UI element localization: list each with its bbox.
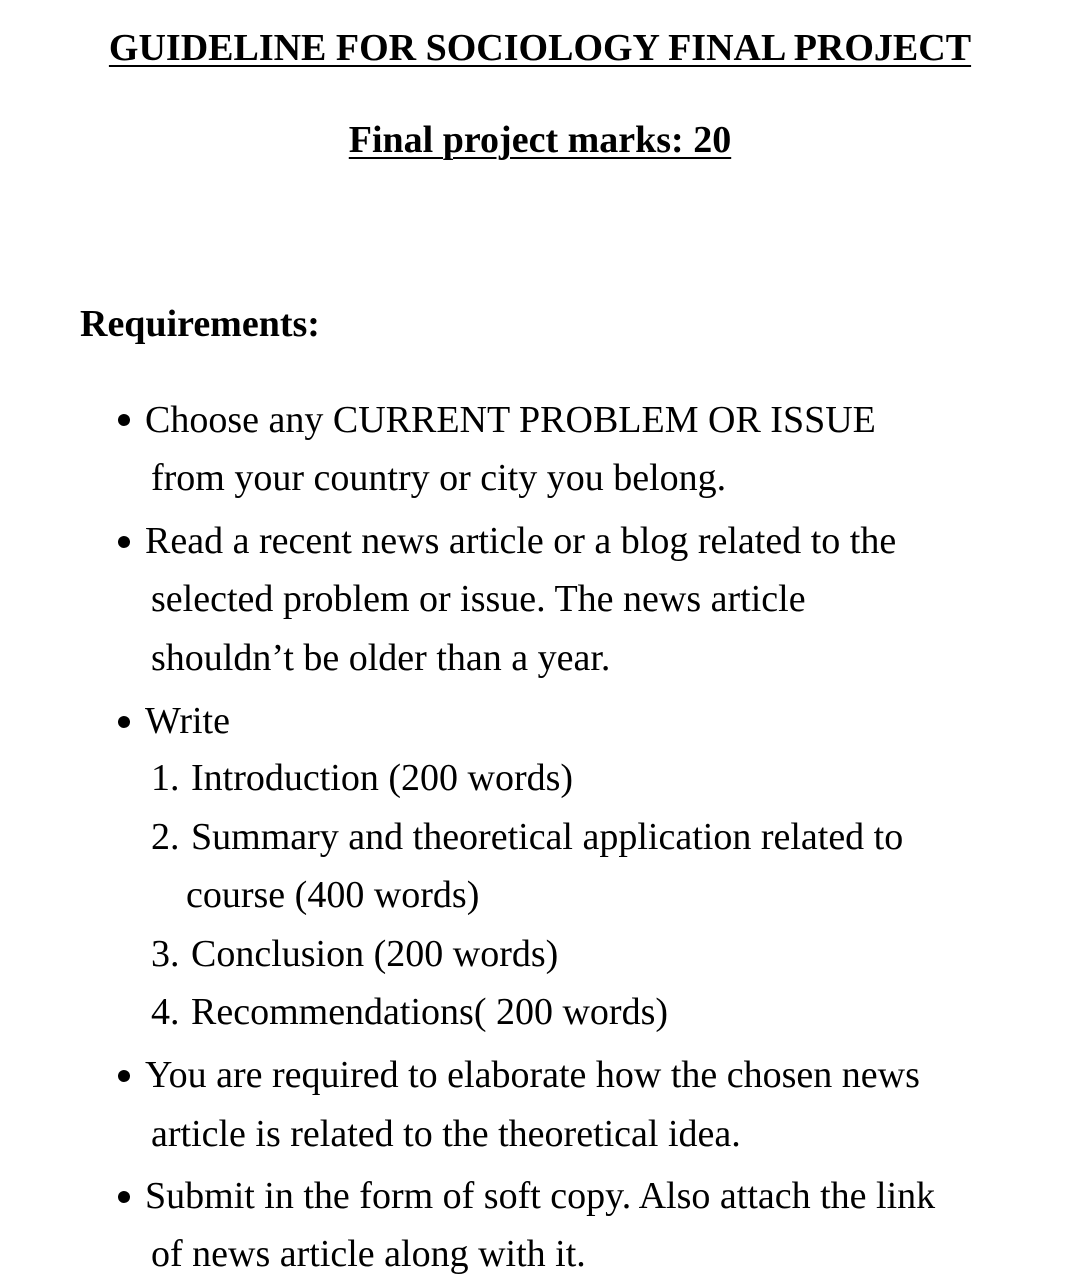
bullet-2-line-1: Read a recent news article or a blog related to the bbox=[145, 520, 897, 562]
bullet-icon bbox=[118, 716, 130, 728]
numbered-item-2-line-1: Summary and theoretical application related to bbox=[191, 816, 904, 858]
numbered-item-4: Recommendations( 200 words) bbox=[191, 991, 669, 1033]
bullet-5-line-1: Submit in the form of soft copy. Also attach the link bbox=[145, 1175, 936, 1217]
document-title: GUIDELINE FOR SOCIOLOGY FINAL PROJECT bbox=[108, 27, 972, 69]
numbered-marker: 1. bbox=[151, 757, 180, 799]
marks-subtitle: Final project marks: 20 bbox=[348, 119, 732, 161]
requirements-heading: Requirements: bbox=[80, 303, 320, 345]
bullet-icon bbox=[118, 1070, 130, 1082]
numbered-marker: 2. bbox=[151, 816, 180, 858]
bullet-1-line-1: Choose any CURRENT PROBLEM OR ISSUE bbox=[145, 399, 876, 441]
numbered-item-1: Introduction (200 words) bbox=[191, 757, 574, 799]
bullet-1-line-2: from your country or city you belong. bbox=[151, 457, 727, 499]
bullet-icon bbox=[118, 536, 130, 548]
numbered-marker: 3. bbox=[151, 933, 180, 975]
bullet-icon bbox=[118, 414, 130, 426]
bullet-3-line-1: Write bbox=[145, 700, 230, 742]
bullet-icon bbox=[118, 1191, 130, 1203]
bullet-2-line-3: shouldn’t be older than a year. bbox=[151, 637, 611, 679]
numbered-item-3: Conclusion (200 words) bbox=[191, 933, 559, 975]
bullet-5-line-2: of news article along with it. bbox=[151, 1233, 586, 1275]
bullet-4-line-1: You are required to elaborate how the chosen news bbox=[145, 1054, 920, 1096]
numbered-item-2-line-2: course (400 words) bbox=[186, 874, 480, 916]
numbered-marker: 4. bbox=[151, 991, 180, 1033]
bullet-2-line-2: selected problem or issue. The news article bbox=[151, 578, 806, 620]
bullet-4-line-2: article is related to the theoretical idea. bbox=[151, 1113, 741, 1155]
